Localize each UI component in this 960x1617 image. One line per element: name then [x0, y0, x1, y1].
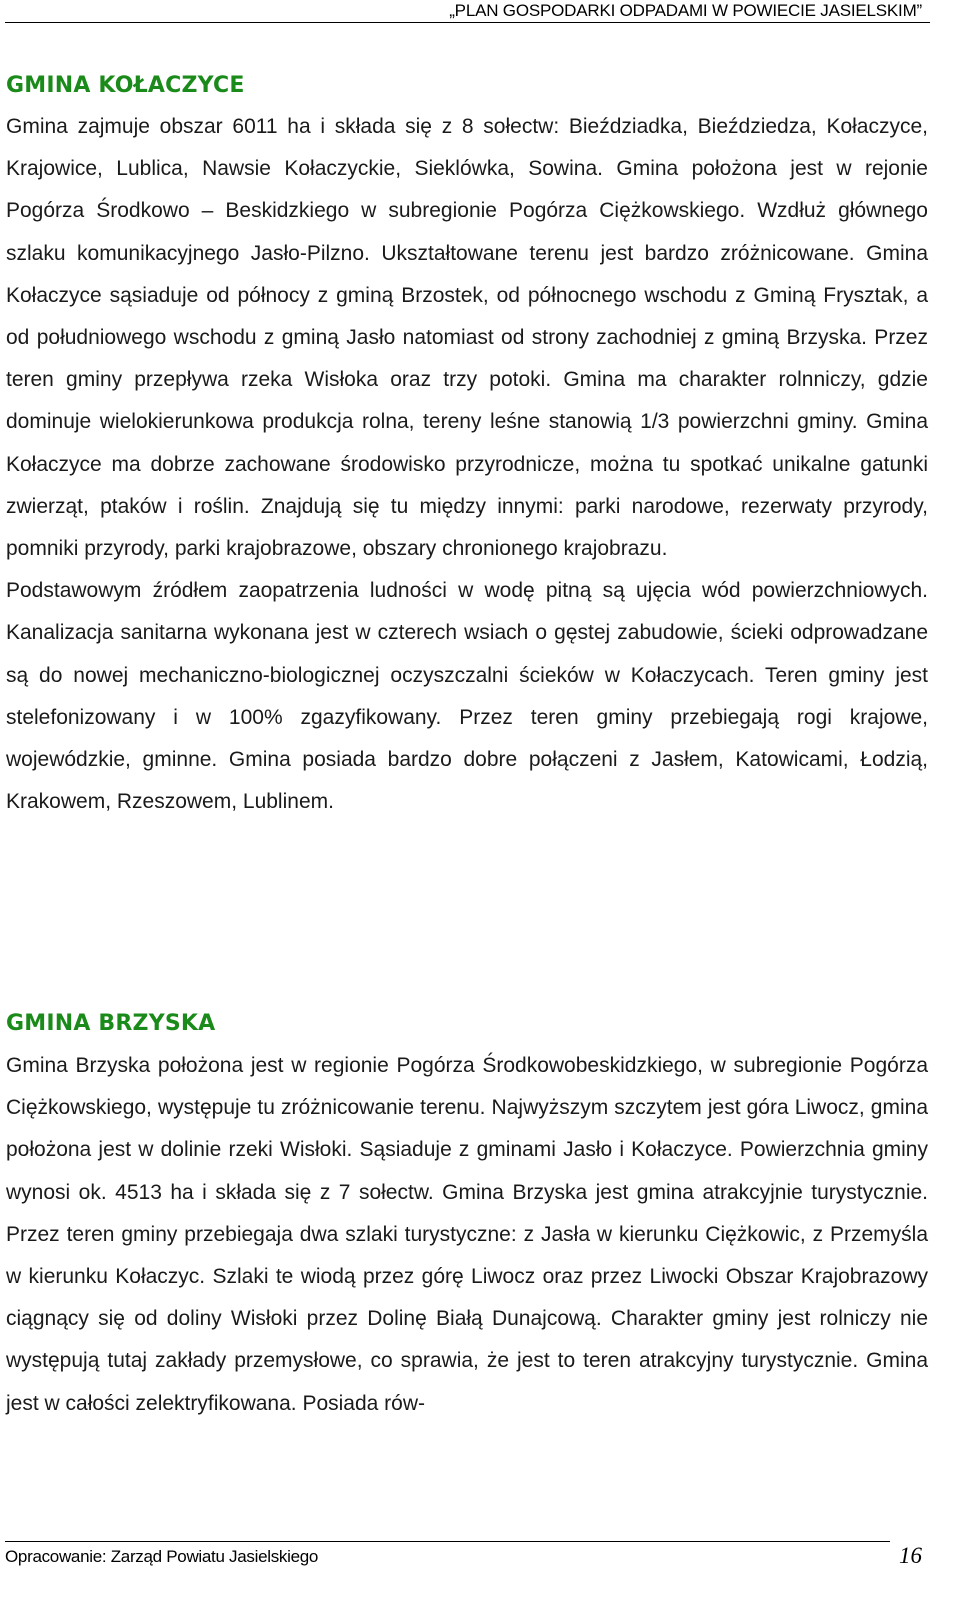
section-title: GMINA BRZYSKA: [6, 1011, 216, 1036]
section-gmina-kolaczyce: [6, 72, 928, 823]
section-body: [6, 1045, 928, 1425]
page-footer: [5, 1541, 930, 1611]
paragraph: Podstawowym źródłem zaopatrzenia ludności w wodę pitną są ujęcia wód powierzchniowych. Kanalizacja sanitarna wykonana jest w czterech wsiach o gęstej zabudowie, ścieki odprowadzane są do nowej mechaniczno-biologicznej oczyszczalni ścieków w Kołaczycach. Teren gminy jest stelefonizowany i w 100% zgazyfikowany. Przez teren gminy przebiegają rogi krajowe, wojewódzkie, gminne. Gmina posiada bardzo dobre połączeni z Jasłem, Katowicami, Łodzią, Krakowem, Rzeszowem, Lublinem.: [6, 579, 928, 814]
section-title: GMINA KOŁACZYCE: [6, 73, 245, 98]
paragraph: Gmina zajmuje obszar 6011 ha i składa się z 8 sołectw: Bieździadka, Bieździedza, Kołaczyce, Krajowice, Lublica, Nawsie Kołaczyckie, Sieklówka, Sowina. Gmina położona jest w rejonie Pogórza Środkowo – Beskidzkiego w subregionie Pogórza Ciężkowskiego. Wzdłuż głównego szlaku komunikacyjnego Jasło-Pilzno. Ukształtowane terenu jest bardzo zróżnicowane. Gmina Kołaczyce sąsiaduje od północy z gminą Brzostek, od północnego wschodu z Gminą Frysztak, a od południowego wschodu z gminą Jasło natomiast od strony zachodniej z gminą Brzyska. Przez teren gminy przepływa rzeka Wisłoka oraz trzy potoki. Gmina ma charakter rolnniczy, gdzie dominuje wielokierunkowa produkcja rolna, tereny leśne stanowią 1/3 powierzchni gminy. Gmina Kołaczyce ma dobrze zachowane środowisko przyrodnicze, można tu spotkać unikalne gatunki zwierząt, ptaków i roślin. Znajdują się tu między innymi: parki narodowe, rezerwaty przyrody, pomniki przyrody, parki krajobrazowe, obszary chronionego krajobrazu.: [6, 115, 928, 561]
footer-divider: [5, 1541, 890, 1542]
page-number: 16: [899, 1543, 922, 1568]
section-gmina-brzyska: [6, 1010, 928, 1425]
section-body: [6, 106, 928, 823]
footer-author: Opracowanie: Zarząd Powiatu Jasielskiego: [5, 1547, 319, 1566]
page-header: [5, 0, 930, 23]
paragraph: Gmina Brzyska położona jest w regionie Pogórza Środkowobeskidzkiego, w subregionie Pogórza Ciężkowskiego, występuje tu zróżnicowanie terenu. Najwyższym szczytem jest góra Liwocz, gmina położona jest w dolinie rzeki Wisłoki. Sąsiaduje z gminami Jasło i Kołaczyce. Powierzchnia gminy wynosi ok. 4513 ha i składa się z 7 sołectw. Gmina Brzyska jest gmina atrakcyjnie turystycznie. Przez teren gminy przebiegaja dwa szlaki turystyczne: z Jasła w kierunku Ciężkowic, z Przemyśla w kierunku Kołaczyc. Szlaki te wiodą przez górę Liwocz oraz przez Liwocki Obszar Krajobrazowy ciągnący się od doliny Wisłoki przez Dolinę Białą Dunajcową. Charakter gminy jest rolniczy nie występują tutaj zakłady przemysłowe, co sprawia, że jest to teren atrakcyjny turystycznie. Gmina jest w całości zelektryfikowana. Posiada rów-: [6, 1054, 928, 1415]
header-title: „PLAN GOSPODARKI ODPADAMI W POWIECIE JASIELSKIM”: [449, 1, 922, 20]
